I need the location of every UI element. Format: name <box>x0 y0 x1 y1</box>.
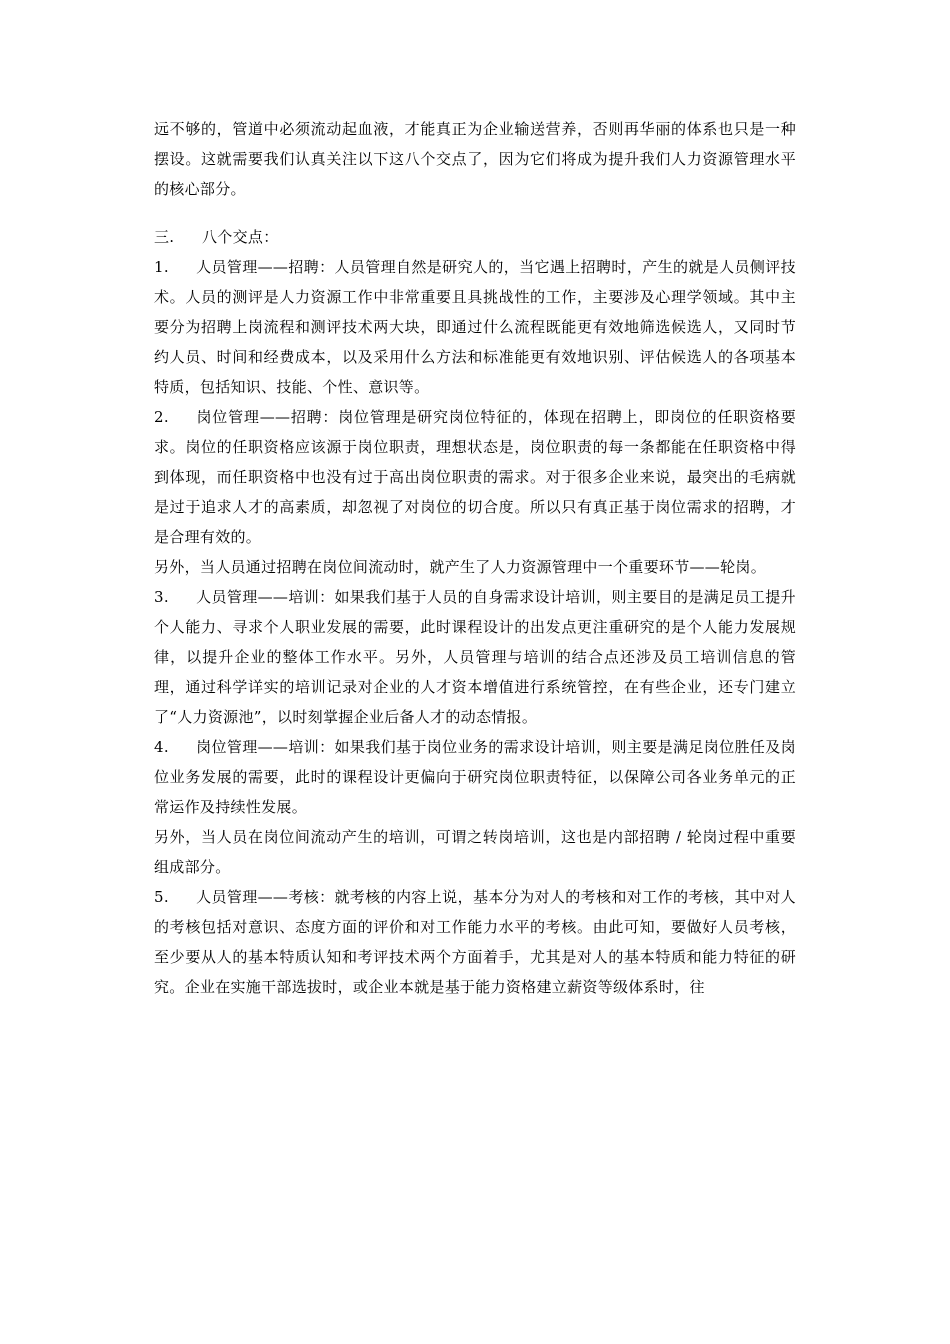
list-item-text: 人员管理——考核：就考核的内容上说，基本分为对人的考核和对工作的考核，其中对人的考核包括对意识、态度方面的评价和对工作能力水平的考核。由此可知，要做好人员考核，至少要从人的基本特质认知和考评技术两个方面着手，尤其是对人的基本特质和能力特征的研究。企业在实施干部选拔时，或企业本就是基于能力资格建立薪资等级体系时，往 <box>154 888 796 996</box>
list-item-3 <box>154 582 796 732</box>
list-item-4 <box>154 732 796 822</box>
section-heading-title: 八个交点： <box>202 228 279 246</box>
list-item-number: 5. <box>154 888 169 906</box>
document-body <box>154 114 796 1002</box>
rotation-note-paragraph: 另外，当人员通过招聘在岗位间流动时，就产生了人力资源管理中一个重要环节——轮岗。 <box>154 558 767 576</box>
section-heading <box>154 222 796 252</box>
list-item-1 <box>154 252 796 402</box>
section-heading-number: 三. <box>154 228 175 246</box>
list-item-2 <box>154 402 796 552</box>
intro-paragraph: 远不够的，管道中必须流动起血液，才能真正为企业输送营养，否则再华丽的体系也只是一种摆设。这就需要我们认真关注以下这八个交点了，因为它们将成为提升我们人力资源管理水平的核心部分。 <box>154 120 796 198</box>
list-item-number: 1. <box>154 258 169 276</box>
list-item-number: 3. <box>154 588 169 606</box>
paragraph-spacer <box>154 204 796 222</box>
list-item-number: 4. <box>154 738 169 756</box>
list-item-text: 岗位管理——招聘：岗位管理是研究岗位特征的，体现在招聘上，即岗位的任职资格要求。岗位的任职资格应该源于岗位职责，理想状态是，岗位职责的每一条都能在任职资格中得到体现，而任职资格中也没有过于高出岗位职责的需求。对于很多企业来说，最突出的毛病就是过于追求人才的高素质，却忽视了对岗位的切合度。所以只有真正基于岗位需求的招聘，才是合理有效的。 <box>154 408 796 546</box>
list-item-number: 2. <box>154 408 169 426</box>
list-item-text: 岗位管理——培训：如果我们基于岗位业务的需求设计培训，则主要是满足岗位胜任及岗位业务发展的需要，此时的课程设计更偏向于研究岗位职责特征，以保障公司各业务单元的正常运作及持续性发展。 <box>154 738 796 816</box>
list-item-5 <box>154 882 796 1002</box>
list-item-text: 人员管理——培训：如果我们基于人员的自身需求设计培训，则主要目的是满足员工提升个人能力、寻求个人职业发展的需要，此时课程设计的出发点更注重研究的是个人能力发展规律，以提升企业的整体工作水平。另外，人员管理与培训的结合点还涉及员工培训信息的管理，通过科学详实的培训记录对企业的人才资本增值进行系统管控，在有些企业，还专门建立了“人力资源池”，以时刻掌握企业后备人才的动态情报。 <box>154 588 796 726</box>
list-item-text: 人员管理——招聘：人员管理自然是研究人的，当它遇上招聘时，产生的就是人员侧评技术。人员的测评是人力资源工作中非常重要且具挑战性的工作，主要涉及心理学领域。其中主要分为招聘上岗流程和测评技术两大块，即通过什么流程既能更有效地筛选候选人，又同时节约人员、时间和经费成本，以及采用什么方法和标准能更有效地识别、评估候选人的各项基本特质，包括知识、技能、个性、意识等。 <box>154 258 796 396</box>
transfer-training-note-paragraph: 另外，当人员在岗位间流动产生的培训，可谓之转岗培训，这也是内部招聘 / 轮岗过程中重要组成部分。 <box>154 828 796 876</box>
